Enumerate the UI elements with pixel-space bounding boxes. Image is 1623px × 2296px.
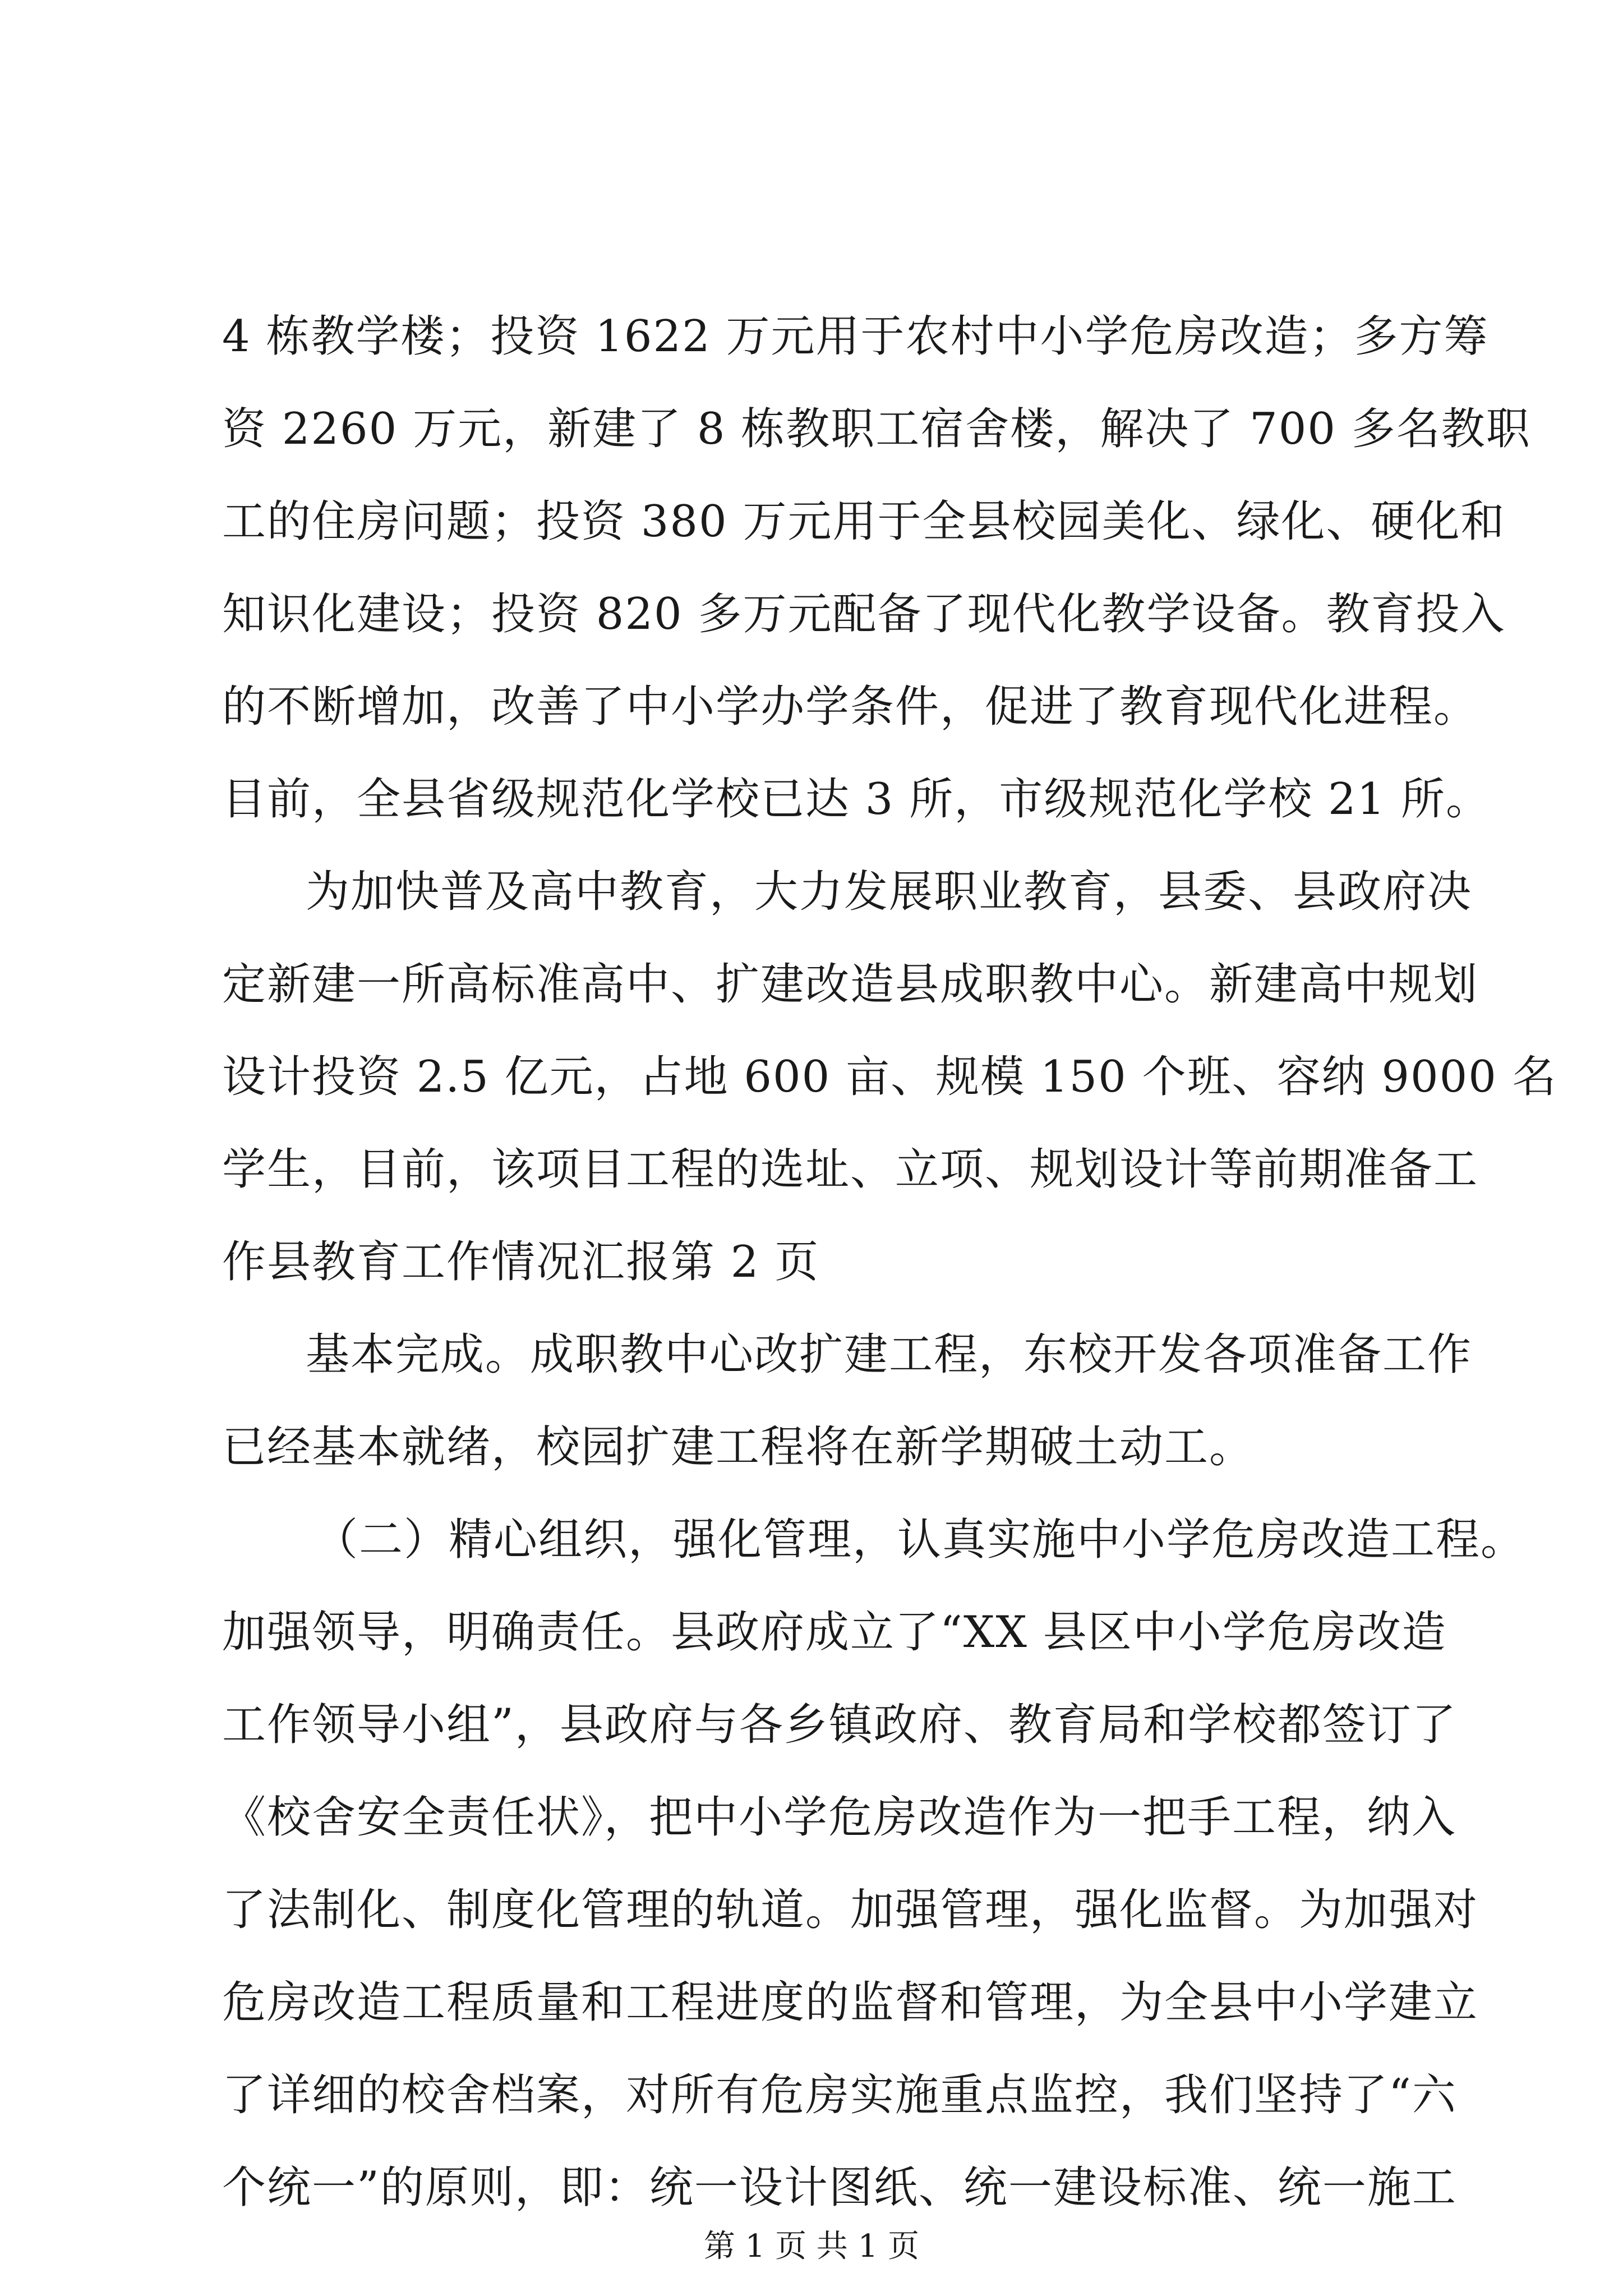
text-line: 的不断增加，改善了中小学办学条件，促进了教育现代化进程。 [222, 682, 1479, 732]
text-line: 个统一”的原则，即：统一设计图纸、统一建设标准、统一施工 [222, 2162, 1457, 2213]
text-line: 工的住房问题；投资 380 万元用于全县校园美化、绿化、硬化和 [222, 496, 1506, 547]
paragraph-start-line: 为加快普及高中教育，大力发展职业教育，县委、县政府决 [306, 867, 1473, 917]
text-line: 定新建一所高标准高中、扩建改造县成职教中心。新建高中规划 [222, 959, 1479, 1010]
text-line: 已经基本就绪，校园扩建工程将在新学期破土动工。 [222, 1422, 1255, 1473]
paragraph-start-line: （二）精心组织，强化管理，认真实施中小学危房改造工程。 [314, 1515, 1526, 1565]
text-line: 了详细的校舍档案，对所有危房实施重点监控，我们坚持了“六 [222, 2070, 1457, 2120]
text-line: 了法制化、制度化管理的轨道。加强管理，强化监督。为加强对 [222, 1885, 1479, 1935]
text-line: 作县教育工作情况汇报第 2 页 [222, 1237, 820, 1287]
text-line: 资 2260 万元，新建了 8 栋教职工宿舍楼，解决了 700 多名教职 [222, 404, 1531, 454]
text-line: 学生，目前，该项目工程的选址、立项、规划设计等前期准备工 [222, 1144, 1479, 1195]
text-line: 4 栋教学楼；投资 1622 万元用于农村中小学危房改造；多方筹 [222, 311, 1489, 362]
text-line: 目前，全县省级规范化学校已达 3 所，市级规范化学校 21 所。 [222, 774, 1491, 825]
paragraph-start-line: 基本完成。成职教中心改扩建工程，东校开发各项准备工作 [306, 1329, 1473, 1380]
text-line: 《校舍安全责任状》，把中小学危房改造作为一把手工程，纳入 [222, 1792, 1457, 1843]
page-footer: 第 1 页 共 1 页 [703, 2228, 920, 2265]
text-line: 知识化建设；投资 820 多万元配备了现代化教学设备。教育投入 [222, 589, 1506, 639]
text-line: 设计投资 2.5 亿元，占地 600 亩、规模 150 个班、容纳 9000 名 [222, 1052, 1557, 1102]
text-line: 危房改造工程质量和工程进度的监督和管理，为全县中小学建立 [222, 1977, 1479, 2028]
text-line: 加强领导，明确责任。县政府成立了“XX 县区中小学危房改造 [222, 1607, 1447, 1658]
text-line: 工作领导小组”，县政府与各乡镇政府、教育局和学校都签订了 [222, 1700, 1457, 1750]
